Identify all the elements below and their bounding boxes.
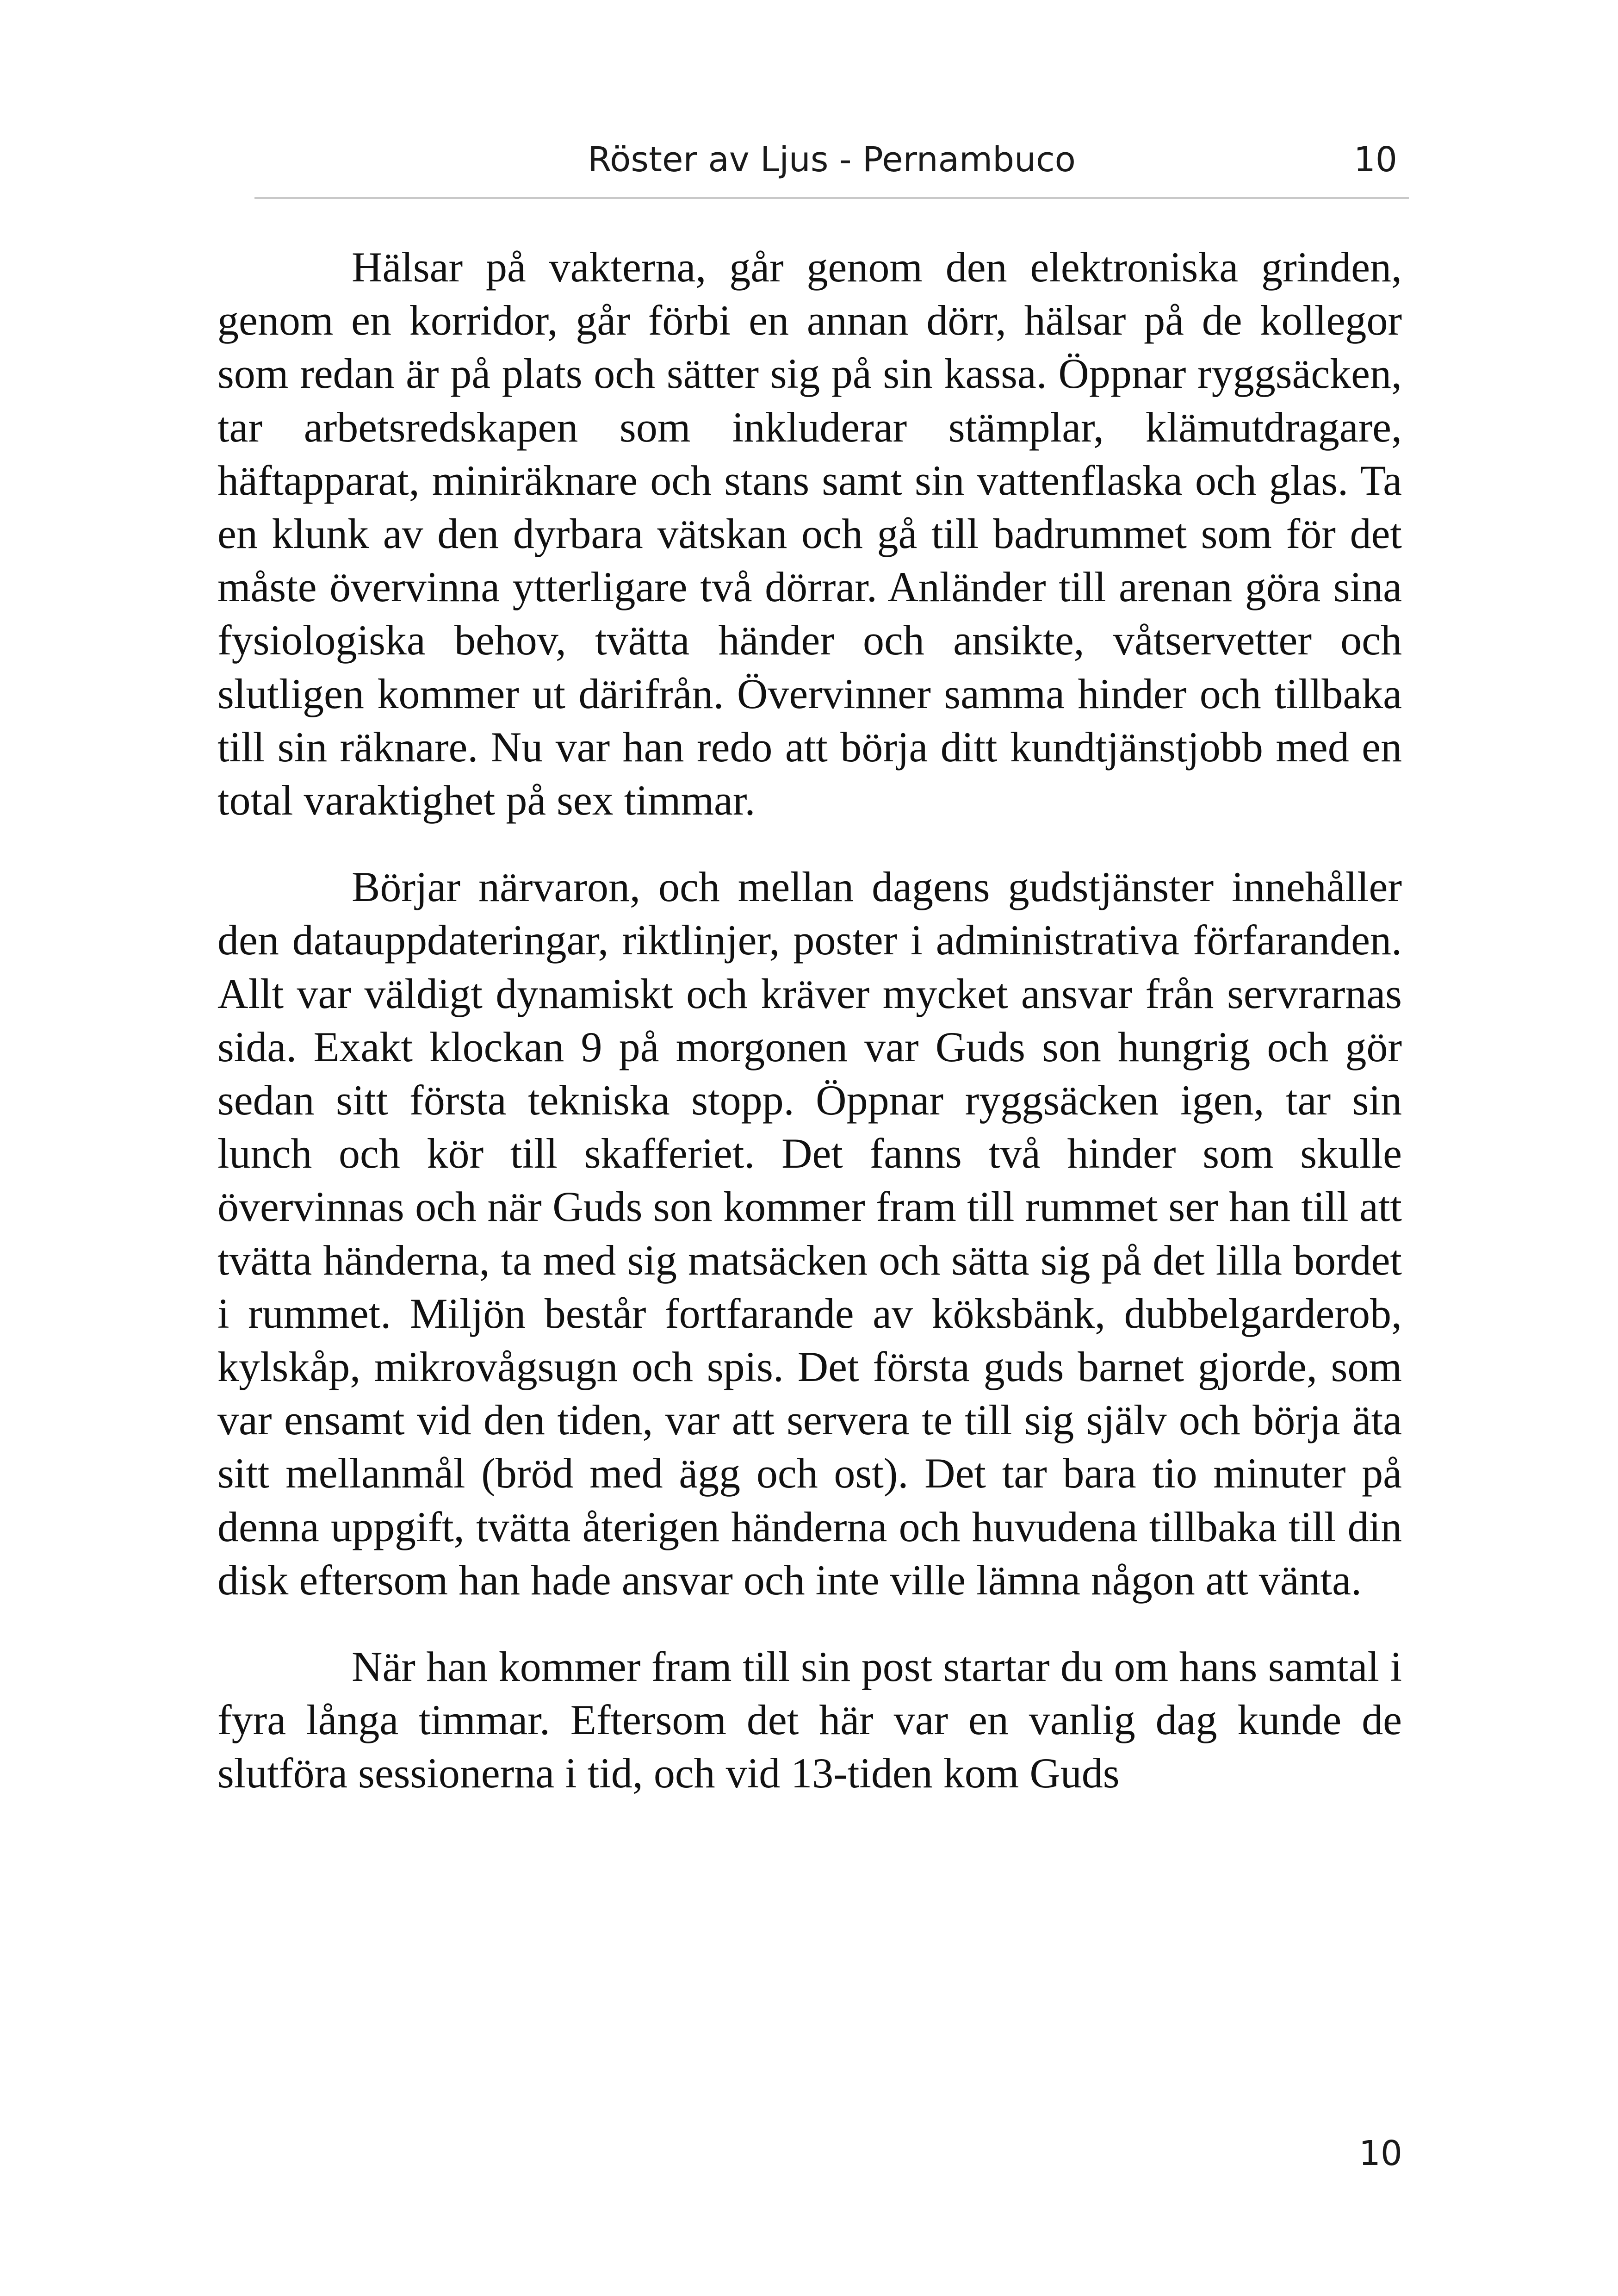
running-header xyxy=(254,125,1409,199)
header-divider xyxy=(254,197,1409,199)
paragraph-1: Hälsar på vakterna, går genom den elektroniska grinden, genom en korridor, går förbi en annan dörr, hälsar på de kollegor som redan är på plats och sätter sig på sin kassa. Öppnar ryggsäcken, tar arbetsredskapen som inkluderar stämplar, klämutdragare, häftapparat, miniräknare och stans samt sin vattenflaska och glas. Ta en klunk av den dyrbara vätskan och gå till badrummet som för det måste övervinna ytterligare två dörrar. Anländer till arenan göra sina fysiologiska behov, tvätta händer och ansikte, våtservetter och slutligen kommer ut därifrån. Övervinner samma hinder och tillbaka till sin räknare. Nu var han redo att börja ditt kundtjänstjobb med en total varaktighet på sex timmar. xyxy=(217,243,1402,824)
header-title: Röster av Ljus - Pernambuco xyxy=(588,140,1076,180)
header-page-number: 10 xyxy=(1353,140,1397,180)
paragraph-3: När han kommer fram till sin post startar du om hans samtal i fyra långa timmar. Eftersom det här var en vanlig dag kunde de slutföra sessionerna i tid, och vid 13-tiden kom Guds xyxy=(217,1643,1402,1797)
paragraph-2: Börjar närvaron, och mellan dagens gudstjänster innehåller den datauppdateringar, riktlinjer, poster i administrativa förfaranden. Allt var väldigt dynamiskt och kräver mycket ansvar från servrarnas sida. Exakt klockan 9 på morgonen var Guds son hungrig och gör sedan sitt första tekniska stopp. Öppnar ryggsäcken igen, tar sin lunch och kör till skafferiet. Det fanns två hinder som skulle övervinnas och när Guds son kommer fram till rummet ser han till att tvätta händerna, ta med sig matsäcken och sätta sig på det lilla bordet i rummet. Miljön består fortfarande av köksbänk, dubbelgarderob, kylskåp, mikrovågsugn och spis. Det första guds barnet gjorde, som var ensamt vid den tiden, var att servera te till sig själv och börja äta sitt mellanmål (bröd med ägg och ost). Det tar bara tio minuter på denna uppgift, tvätta återigen händerna och huvudena tillbaka till din disk eftersom han hade ansvar och inte ville lämna någon att vänta. xyxy=(217,863,1402,1604)
footer-page-number: 10 xyxy=(1358,2134,1402,2173)
body-text xyxy=(217,241,1402,1834)
